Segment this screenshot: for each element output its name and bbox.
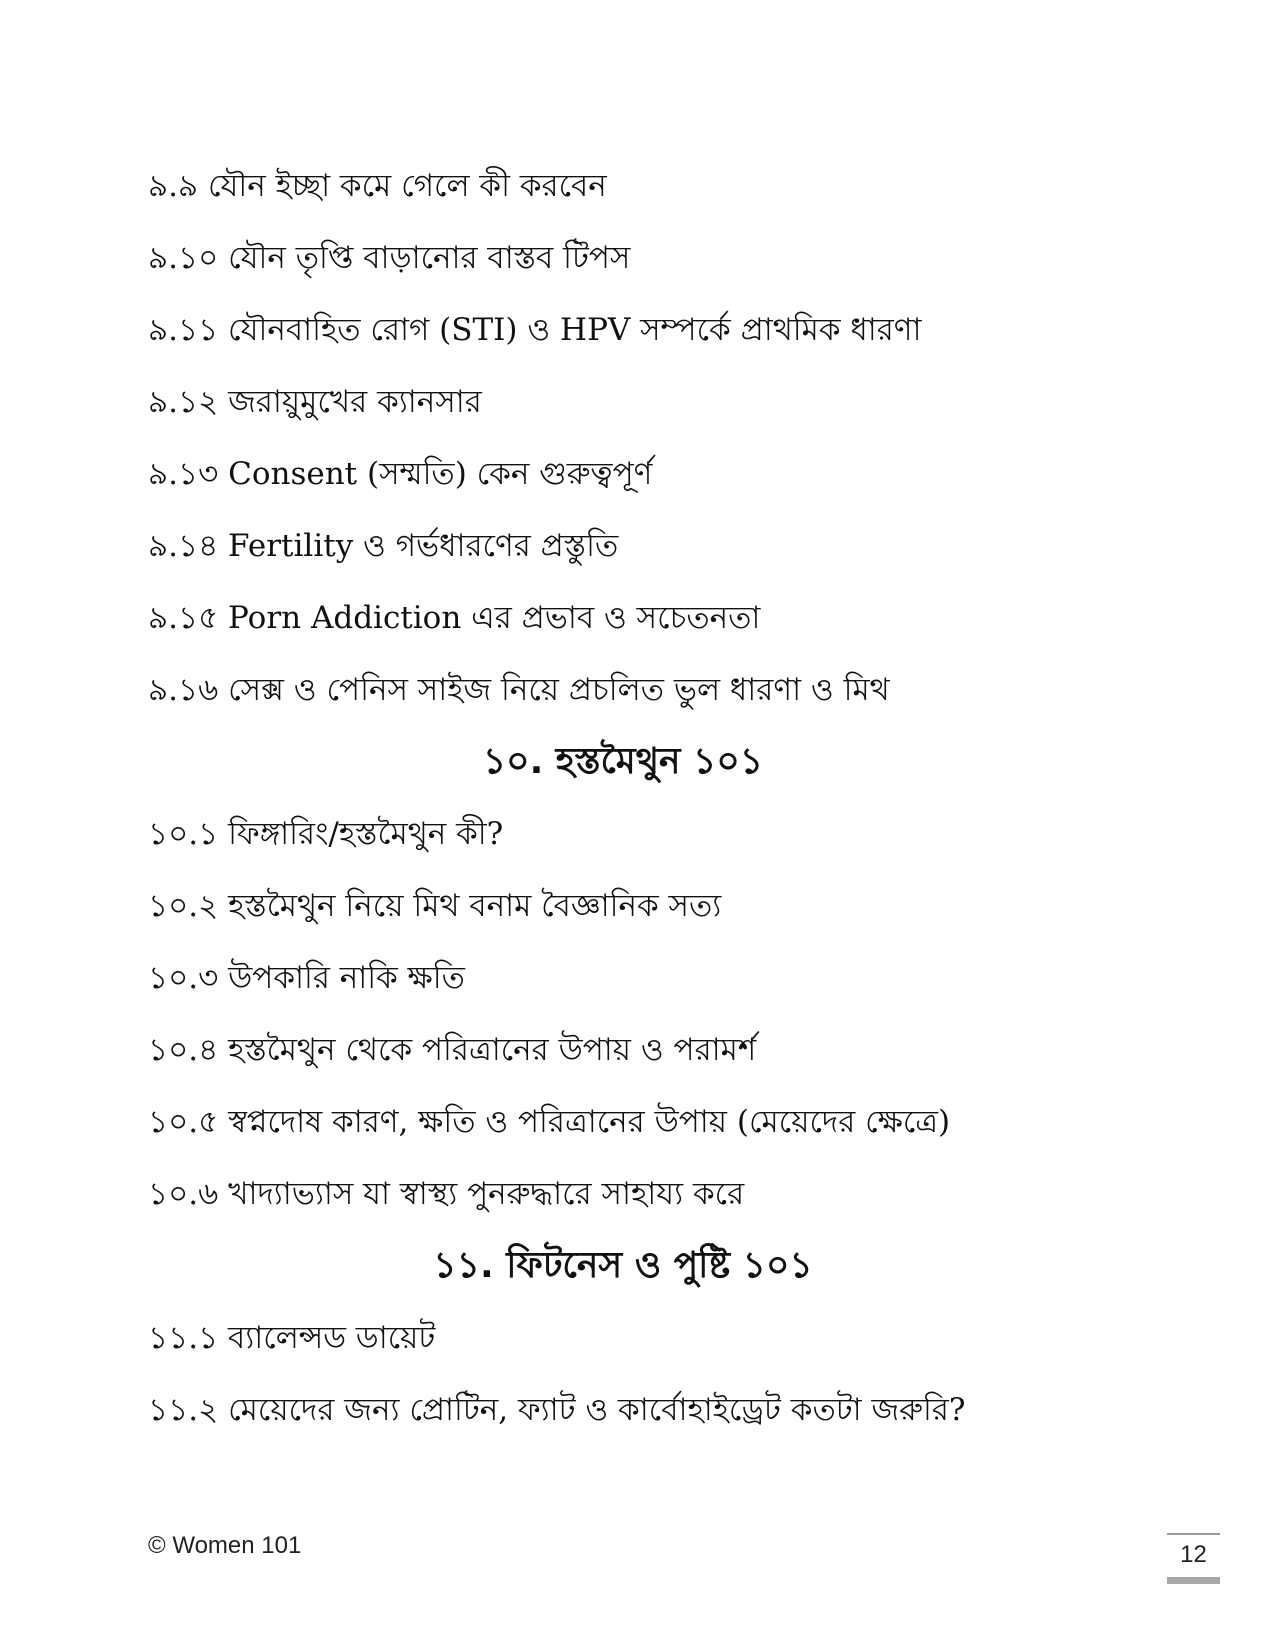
toc-item: ৯.১৩ Consent (সম্মতি) কেন গুরুত্বপূর্ণ xyxy=(148,456,653,492)
toc-item: ৯.১৪ Fertility ও গর্ভধারণের প্রস্তুতি xyxy=(148,528,619,564)
toc-item: ১০.৩ উপকারি নাকি ক্ষতি xyxy=(148,960,465,996)
table-of-contents xyxy=(148,150,1128,1446)
footer-copyright: © Women 101 xyxy=(148,1532,302,1559)
page-number-top-rule xyxy=(1167,1533,1220,1535)
toc-item: ৯.১১ যৌনবাহিত রোগ (STI) ও HPV সম্পর্কে প্রাথমিক ধারণা xyxy=(148,312,922,348)
page-number-bottom-rule xyxy=(1167,1577,1220,1584)
toc-item: ১১.১ ব্যালেন্সড ডায়েট xyxy=(148,1320,436,1356)
toc-item: ৯.১৬ সেক্স ও পেনিস সাইজ নিয়ে প্রচলিত ভুল ধারণা ও মিথ xyxy=(148,672,890,708)
toc-item: ৯.১৫ Porn Addiction এর প্রভাব ও সচেতনতা xyxy=(148,600,761,636)
toc-item: ১০.৪ হস্তমৈথুন থেকে পরিত্রানের উপায় ও পরামর্শ xyxy=(148,1032,757,1068)
toc-item: ৯.১২ জরায়ুমুখের ক্যানসার xyxy=(148,384,482,420)
toc-item: ১০.৬ খাদ্যাভ্যাস যা স্বাস্থ্য পুনরুদ্ধারে সাহায্য করে xyxy=(148,1176,745,1212)
toc-item: ১১.২ মেয়েদের জন্য প্রোটিন, ফ্যাট ও কার্বোহাইড্রেট কতটা জরুরি? xyxy=(148,1392,966,1428)
toc-item: ১০.১ ফিঙ্গারিং/হস্তমৈথুন কী? xyxy=(148,816,504,852)
page-number: 12 xyxy=(1180,1541,1207,1568)
page-number-box xyxy=(1167,1533,1220,1585)
toc-item: ৯.৯ যৌন ইচ্ছা কমে গেলে কী করবেন xyxy=(148,168,607,204)
toc-item: ১০.২ হস্তমৈথুন নিয়ে মিথ বনাম বৈজ্ঞানিক সত্য xyxy=(148,888,722,924)
section-heading: ১০. হস্তমৈথুন ১০১ xyxy=(482,741,764,782)
toc-item: ৯.১০ যৌন তৃপ্তি বাড়ানোর বাস্তব টিপস xyxy=(148,240,631,276)
section-heading: ১১. ফিটনেস ও পুষ্টি ১০১ xyxy=(433,1245,813,1286)
toc-item: ১০.৫ স্বপ্নদোষ কারণ, ক্ষতি ও পরিত্রানের উপায় (মেয়েদের ক্ষেত্রে) xyxy=(148,1104,951,1140)
